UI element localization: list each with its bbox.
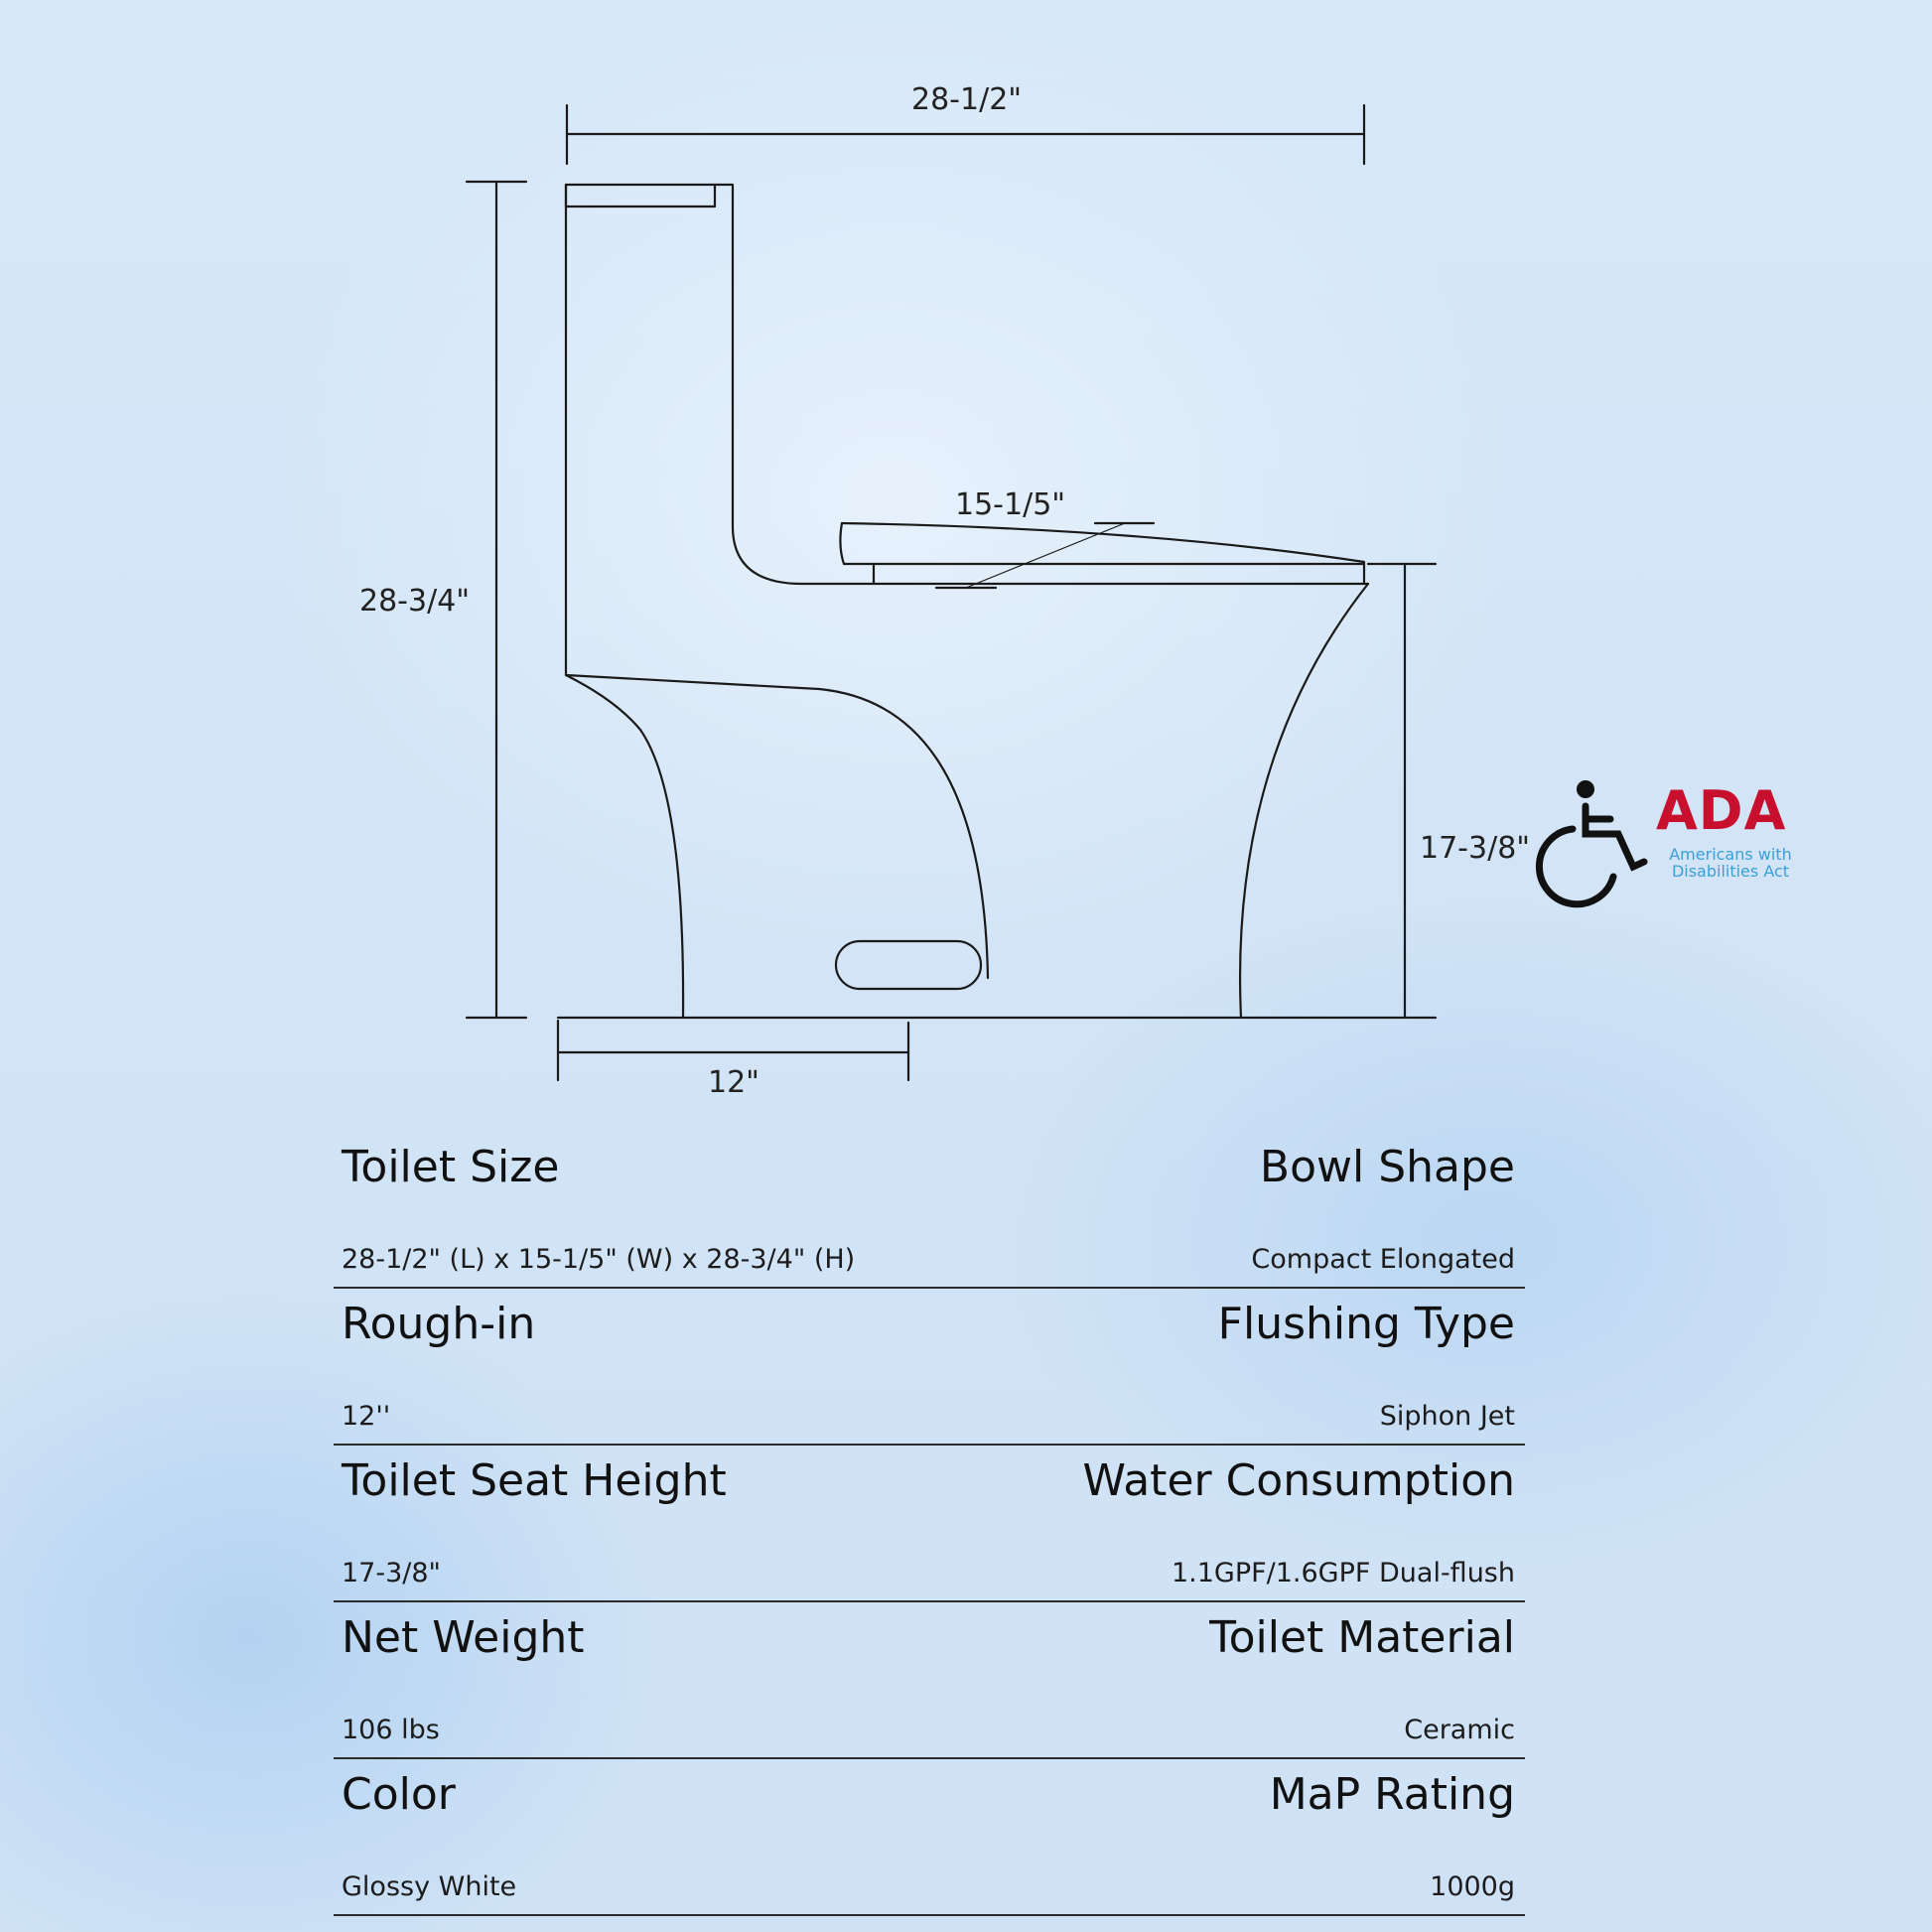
spec-label: Color — [342, 1769, 456, 1820]
spec-value: Compact Elongated — [1251, 1244, 1515, 1276]
spec-value: Siphon Jet — [1379, 1401, 1515, 1433]
spec-row — [334, 1289, 1525, 1446]
seat-width-label: 15-1/5" — [955, 487, 1066, 522]
spec-label: MaP Rating — [1269, 1769, 1515, 1820]
spec-label: Net Weight — [342, 1612, 585, 1663]
spec-value: 1000g — [1430, 1871, 1515, 1903]
rough-in-dimension-line — [558, 1018, 1436, 1080]
spec-row — [334, 1446, 1525, 1602]
length-dimension-label: 28-1/2" — [911, 82, 1023, 117]
seat-height-label: 17-3/8" — [1420, 831, 1531, 866]
wheelchair-icon — [1539, 780, 1644, 904]
spec-label: Water Consumption — [1082, 1455, 1515, 1506]
spec-table — [334, 1132, 1525, 1916]
spec-value: 28-1/2" (L) x 15-1/5" (W) x 28-3/4" (H) — [342, 1244, 856, 1276]
spec-label: Rough-in — [342, 1299, 536, 1349]
rough-in-label: 12" — [708, 1065, 759, 1100]
spec-value: Ceramic — [1404, 1715, 1515, 1746]
toilet-outline — [566, 185, 1368, 1018]
spec-label: Bowl Shape — [1259, 1142, 1515, 1192]
spec-value: 17-3/8" — [342, 1558, 441, 1589]
seat-height-dimension-line — [1368, 564, 1436, 1018]
spec-label: Toilet Material — [1209, 1612, 1515, 1663]
spec-row — [334, 1602, 1525, 1759]
spec-value: Glossy White — [342, 1871, 517, 1903]
spec-value: 1.1GPF/1.6GPF Dual-flush — [1171, 1558, 1515, 1589]
spec-row — [334, 1759, 1525, 1916]
ada-badge-subtitle: Americans with Disabilities Act — [1669, 845, 1792, 881]
spec-label: Flushing Type — [1217, 1299, 1515, 1349]
spec-label: Toilet Seat Height — [342, 1455, 727, 1506]
spec-label: Toilet Size — [342, 1142, 560, 1192]
spec-value: 106 lbs — [342, 1715, 440, 1746]
spec-row — [334, 1132, 1525, 1289]
spec-value: 12'' — [342, 1401, 391, 1433]
height-dimension-line — [467, 182, 526, 1018]
ada-badge-title: ADA — [1656, 779, 1787, 842]
height-dimension-label: 28-3/4" — [359, 584, 471, 619]
